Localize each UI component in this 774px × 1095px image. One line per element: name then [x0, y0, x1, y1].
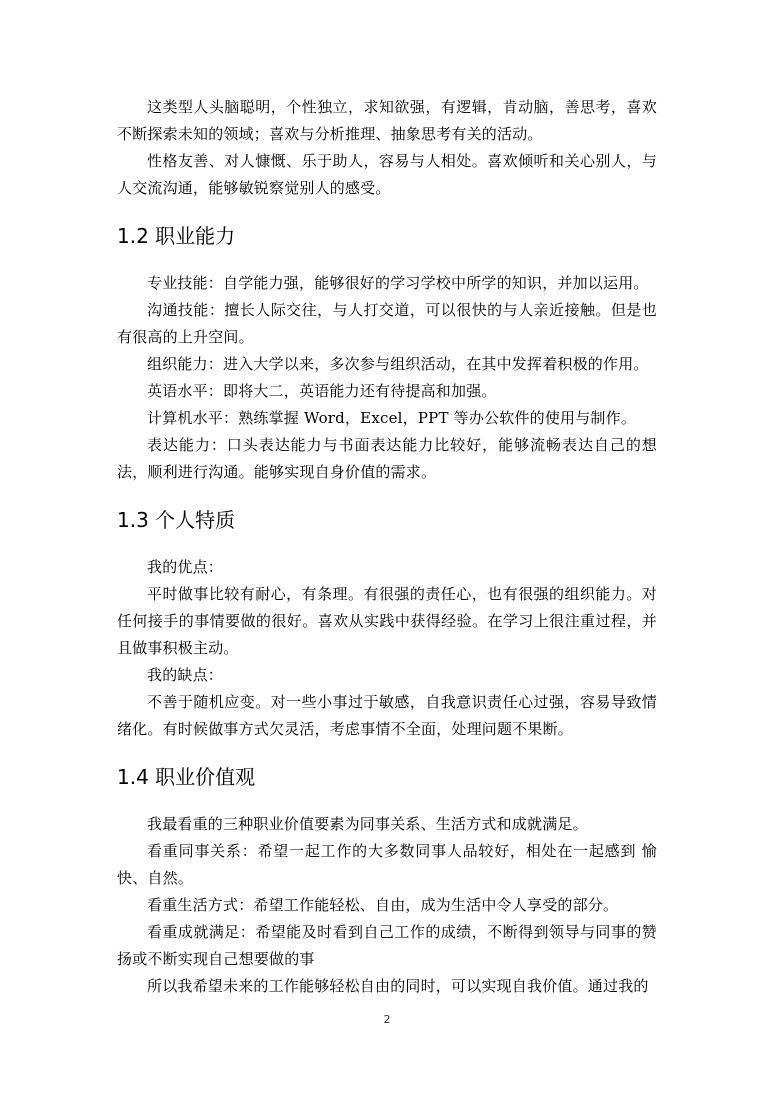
section-paragraph: 所以我希望未来的工作能够轻松自由的同时，可以实现自我价值。通过我的 [147, 977, 649, 995]
section-paragraph: 沟通技能：擅长人际交往，与人打交道，可以很快的与人亲近接触。但是也有很高的上升空间。 [117, 301, 657, 346]
intro-paragraph: 这类型人头脑聪明，个性独立，求知欲强，有逻辑，肯动脑，善思考，喜欢不断探索未知的领域；喜欢与分析推理、抽象思考有关的活动。 [117, 98, 657, 143]
section-paragraph: 我最看重的三种职业价值要素为同事关系、生活方式和成就满足。 [147, 815, 588, 833]
section-paragraph: 英语水平：即将大二，英语能力还有待提高和加强。 [147, 382, 497, 400]
section-paragraph: 看重同事关系：希望一起工作的大多数同事人品较好，相处在一起感到 愉快、自然。 [117, 842, 657, 887]
page-number: 2 [383, 1013, 391, 1026]
section-paragraph: 计算机水平：熟练掌握 Word，Excel，PPT 等办公软件的使用与制作。 [147, 409, 637, 427]
page-content [117, 94, 657, 1000]
section-paragraph: 专业技能：自学能力强，能够很好的学习学校中所学的知识，并加以运用。 [147, 274, 649, 292]
section-heading-career-ability: 1.2 职业能力 [117, 224, 236, 248]
section-paragraph: 我的缺点： [147, 666, 224, 684]
intro-paragraph: 性格友善、对人慷慨、乐于助人，容易与人相处。喜欢倾听和关心别人，与人交流沟通，能够敏锐察觉别人的感受。 [117, 152, 657, 197]
section-paragraph: 组织能力：进入大学以来，多次参与组织活动，在其中发挥着积极的作用。 [147, 355, 649, 373]
section-paragraph: 表达能力：口头表达能力与书面表达能力比较好，能够流畅表达自己的想法，顺利进行沟通。能够实现自身价值的需求。 [117, 436, 657, 481]
section-heading-career-values: 1.4 职业价值观 [117, 765, 256, 789]
section-paragraph: 看重生活方式：希望工作能轻松、自由，成为生活中令人享受的部分。 [147, 896, 619, 914]
section-paragraph: 平时做事比较有耐心，有条理。有很强的责任心，也有很强的组织能力。对任何接手的事情要做的很好。喜欢从实践中获得经验。在学习上很注重过程，并且做事积极主动。 [117, 585, 657, 657]
section-paragraph: 我的优点： [147, 558, 224, 576]
section-paragraph: 看重成就满足：希望能及时看到自己工作的成绩，不断得到领导与同事的赞扬或不断实现自己想要做的事 [117, 923, 657, 968]
section-heading-personal-traits: 1.3 个人特质 [117, 508, 236, 532]
section-paragraph: 不善于随机应变。对一些小事过于敏感，自我意识责任心过强，容易导致情绪化。有时候做事方式欠灵活，考虑事情不全面，处理问题不果断。 [117, 693, 657, 738]
